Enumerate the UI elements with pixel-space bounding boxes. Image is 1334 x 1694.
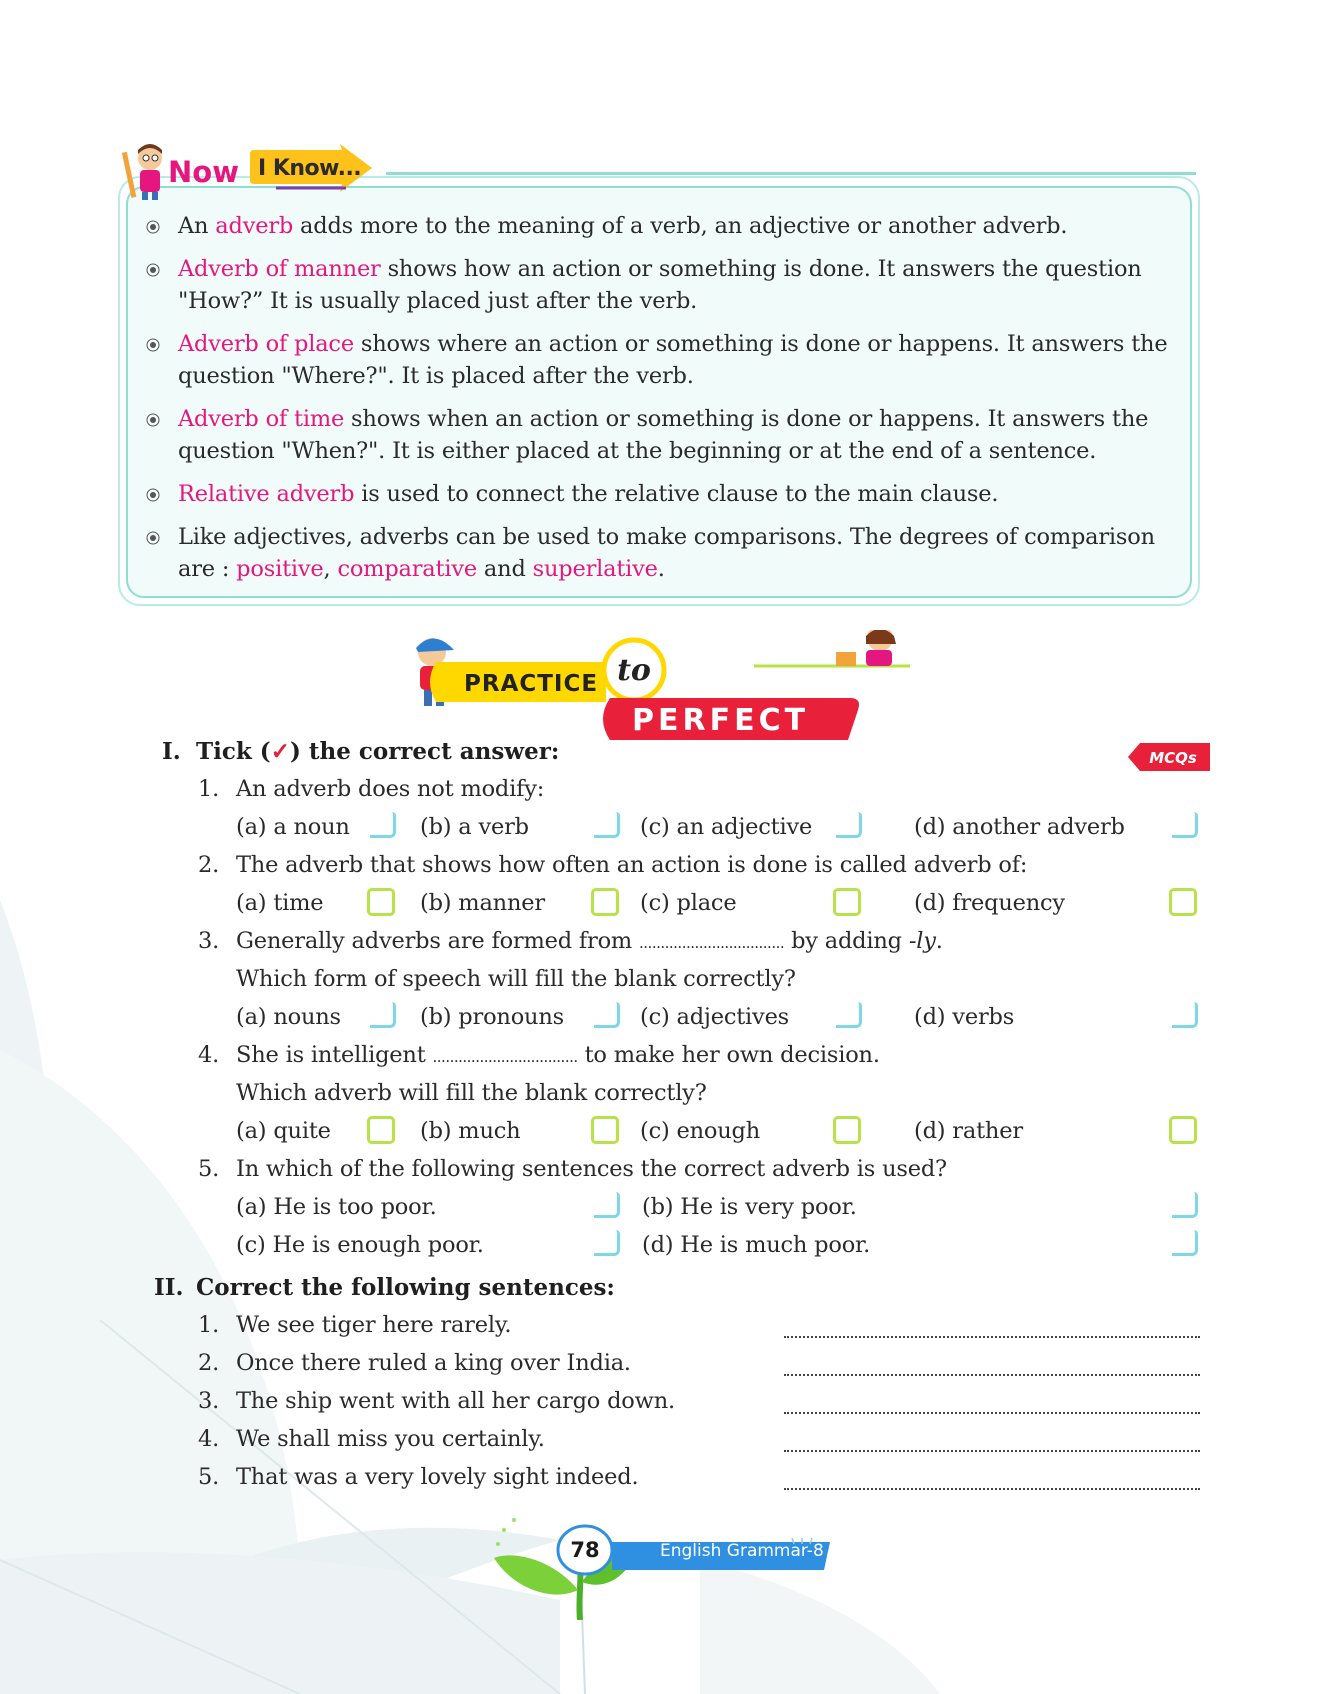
know-points-list xyxy=(150,210,1190,596)
q3-option-b: (b) pronouns xyxy=(420,1004,564,1030)
point-line1: Like adjectives, adverbs can be used to make comparisons. The degrees of comparison xyxy=(178,524,1155,550)
q3-end: . xyxy=(935,928,943,954)
q5-option-d: (d) He is much poor. xyxy=(642,1232,871,1258)
s2-item5-answer-line[interactable] xyxy=(784,1486,1200,1490)
q1-option-b: (b) a verb xyxy=(420,814,529,840)
now-label: Now xyxy=(168,155,239,189)
s2-item2-text: Once there ruled a king over India. xyxy=(236,1350,631,1376)
practice-text: PRACTICE xyxy=(464,671,599,697)
q2-option-d: (d) frequency xyxy=(914,890,1065,916)
section2-number: II. xyxy=(154,1274,184,1301)
q1-text: An adverb does not modify: xyxy=(236,776,545,802)
term-positive: positive xyxy=(236,556,324,582)
i-know-label: I Know... xyxy=(258,156,362,181)
sep2: and xyxy=(476,556,533,582)
q5-number: 5. xyxy=(198,1156,220,1182)
q3-italic: ly xyxy=(916,928,936,954)
sep1: , xyxy=(323,556,338,582)
q2-text: The adverb that shows how often an action is done is called adverb of: xyxy=(236,852,1028,878)
q1-checkbox-b[interactable] xyxy=(594,812,620,838)
q5-option-a: (a) He is too poor. xyxy=(236,1194,437,1220)
s2-item5-number: 5. xyxy=(198,1464,220,1490)
know-point xyxy=(150,210,1190,242)
q3-text-post: by adding - xyxy=(784,928,917,954)
know-point xyxy=(150,403,1190,467)
q4-text xyxy=(236,1042,880,1068)
q4-option-a: (a) quite xyxy=(236,1118,331,1144)
point-post: adds more to the meaning of a verb, an adjective or another adverb. xyxy=(293,213,1068,239)
q3-blank: .................................. xyxy=(639,934,785,952)
term-superlative: superlative xyxy=(532,556,658,582)
q5-checkbox-d[interactable] xyxy=(1172,1230,1198,1256)
q4-text-pre: She is intelligent xyxy=(236,1042,433,1068)
point-line2: question "Where?". It is placed after the verb. xyxy=(178,363,694,389)
s2-item1-text: We see tiger here rarely. xyxy=(236,1312,512,1338)
q2-checkbox-b[interactable] xyxy=(591,888,619,916)
point-end: . xyxy=(657,556,665,582)
q1-option-a: (a) a noun xyxy=(236,814,350,840)
q2-checkbox-c[interactable] xyxy=(833,888,861,916)
point-line2: "How?” It is usually placed just after the verb. xyxy=(178,288,698,314)
point-post: shows when an action or something is done or happens. It answers the xyxy=(344,406,1149,432)
header-rule xyxy=(386,172,1196,175)
s2-item3-number: 3. xyxy=(198,1388,220,1414)
know-point xyxy=(150,521,1190,585)
page-number: 78 xyxy=(570,1538,600,1562)
to-text: to xyxy=(617,653,651,688)
s2-item1-answer-line[interactable] xyxy=(784,1334,1200,1338)
q5-option-b: (b) He is very poor. xyxy=(642,1194,857,1220)
q2-option-c: (c) place xyxy=(640,890,737,916)
term-comparative: comparative xyxy=(337,556,477,582)
s2-item4-number: 4. xyxy=(198,1426,220,1452)
bullet-icon xyxy=(146,488,160,502)
q3-text-pre: Generally adverbs are formed from xyxy=(236,928,640,954)
q4-checkbox-d[interactable] xyxy=(1169,1116,1197,1144)
point-term: Adverb of place xyxy=(178,331,354,357)
book-title: English Grammar-8 xyxy=(660,1541,824,1561)
s2-item1-number: 1. xyxy=(198,1312,220,1338)
q3-checkbox-c[interactable] xyxy=(836,1002,862,1028)
q5-checkbox-c[interactable] xyxy=(594,1230,620,1256)
point-term: Adverb of manner xyxy=(178,256,381,282)
q5-checkbox-a[interactable] xyxy=(594,1192,620,1218)
q1-checkbox-c[interactable] xyxy=(836,812,862,838)
q2-checkbox-d[interactable] xyxy=(1169,888,1197,916)
q4-checkbox-b[interactable] xyxy=(591,1116,619,1144)
q1-number: 1. xyxy=(198,776,220,802)
bullet-icon xyxy=(146,413,160,427)
q4-option-d: (d) rather xyxy=(914,1118,1023,1144)
q3-option-d: (d) verbs xyxy=(914,1004,1015,1030)
point-post: shows how an action or something is done. It answers the question xyxy=(380,256,1142,282)
bullet-icon xyxy=(146,263,160,277)
q2-number: 2. xyxy=(198,852,220,878)
section1-number: I. xyxy=(162,738,181,765)
q4-option-c: (c) enough xyxy=(640,1118,761,1144)
point-post: is used to connect the relative clause to the main clause. xyxy=(354,481,999,507)
q3-checkbox-b[interactable] xyxy=(594,1002,620,1028)
bullet-icon xyxy=(146,531,160,545)
know-point xyxy=(150,328,1190,392)
section2-title: Correct the following sentences: xyxy=(196,1274,615,1301)
q3-number: 3. xyxy=(198,928,220,954)
point-term: adverb xyxy=(215,213,294,239)
know-point xyxy=(150,478,1190,510)
q4-option-b: (b) much xyxy=(420,1118,521,1144)
point-term: Adverb of time xyxy=(178,406,345,432)
q1-option-c: (c) an adjective xyxy=(640,814,813,840)
bullet-icon xyxy=(146,338,160,352)
q3-text2: Which form of speech will fill the blank correctly? xyxy=(236,966,796,992)
perfect-text: PERFECT xyxy=(632,703,810,738)
q1-checkbox-a[interactable] xyxy=(370,812,396,838)
q5-text: In which of the following sentences the correct adverb is used? xyxy=(236,1156,947,1182)
q2-checkbox-a[interactable] xyxy=(367,888,395,916)
s2-item4-text: We shall miss you certainly. xyxy=(236,1426,545,1452)
q4-text-post: to make her own decision. xyxy=(577,1042,880,1068)
title-pre: Tick ( xyxy=(196,738,271,765)
section1-title xyxy=(196,738,559,765)
boy-with-pencil-illustration xyxy=(120,142,170,202)
q5-checkbox-b[interactable] xyxy=(1172,1192,1198,1218)
s2-item2-answer-line[interactable] xyxy=(784,1372,1200,1376)
q3-text xyxy=(236,928,943,954)
practice-to-perfect-banner xyxy=(410,630,930,740)
bullet-icon xyxy=(146,220,160,234)
tick-icon: ✓ xyxy=(270,738,290,765)
point-term: Relative adverb xyxy=(178,481,355,507)
know-point xyxy=(150,253,1190,317)
q4-checkbox-c[interactable] xyxy=(833,1116,861,1144)
point-post: shows where an action or something is done or happens. It answers the xyxy=(353,331,1168,357)
q1-checkbox-d[interactable] xyxy=(1172,812,1198,838)
s2-item5-text: That was a very lovely sight indeed. xyxy=(236,1464,639,1490)
point-pre: An xyxy=(178,213,216,239)
svg-text:MCQs: MCQs xyxy=(1149,749,1197,767)
q5-option-c: (c) He is enough poor. xyxy=(236,1232,484,1258)
point-line2: question "When?". It is either placed at the beginning or at the end of a sentence. xyxy=(178,438,1097,464)
q1-option-d: (d) another adverb xyxy=(914,814,1125,840)
q3-checkbox-a[interactable] xyxy=(370,1002,396,1028)
q3-checkbox-d[interactable] xyxy=(1172,1002,1198,1028)
point-l2-pre: are : xyxy=(178,556,237,582)
q4-text2: Which adverb will fill the blank correctly? xyxy=(236,1080,707,1106)
girl-reading-illustration xyxy=(754,630,910,666)
s2-item4-answer-line[interactable] xyxy=(784,1448,1200,1452)
s2-item3-answer-line[interactable] xyxy=(784,1410,1200,1414)
q4-number: 4. xyxy=(198,1042,220,1068)
q4-blank: .................................. xyxy=(432,1048,578,1066)
s2-item2-number: 2. xyxy=(198,1350,220,1376)
q3-option-a: (a) nouns xyxy=(236,1004,341,1030)
s2-item3-text: The ship went with all her cargo down. xyxy=(236,1388,675,1414)
q4-checkbox-a[interactable] xyxy=(367,1116,395,1144)
q2-option-b: (b) manner xyxy=(420,890,545,916)
q3-option-c: (c) adjectives xyxy=(640,1004,790,1030)
mcq-tag xyxy=(1128,743,1210,771)
title-post: ) the correct answer: xyxy=(289,738,560,765)
q2-option-a: (a) time xyxy=(236,890,324,916)
